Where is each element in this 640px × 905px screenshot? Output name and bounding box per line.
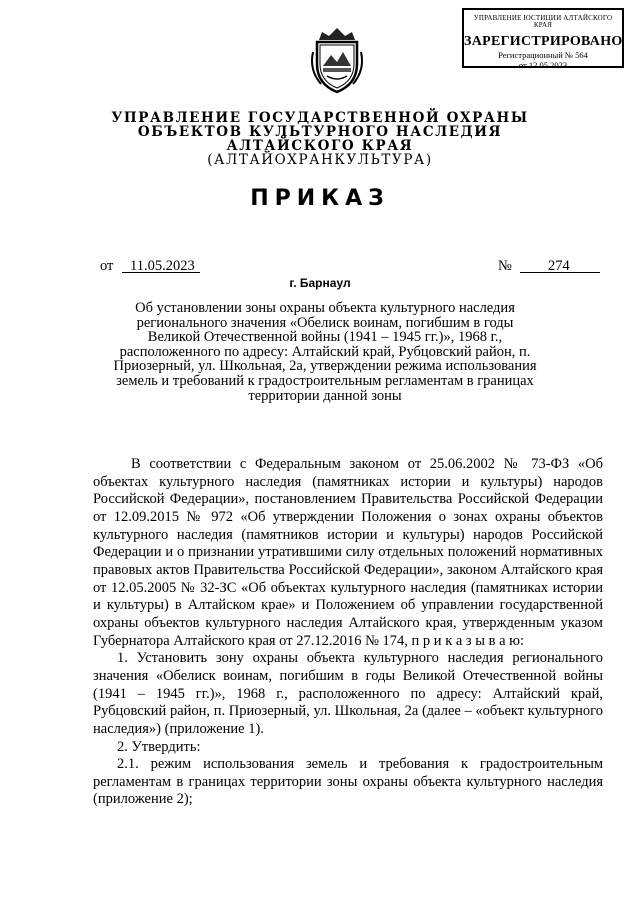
org-name-line-3: АЛТАЙСКОГО КРАЯ — [226, 138, 414, 154]
registration-stamp — [462, 8, 624, 68]
city: г. Барнаул — [289, 276, 351, 290]
stamp-reg-date: от 12.05.2023 — [518, 60, 568, 70]
date-underline — [122, 272, 200, 273]
altai-coat-of-arms-icon — [309, 22, 365, 94]
org-name-line-2: ОБЪЕКТОВ КУЛЬТУРНОГО НАСЛЕДИЯ — [137, 124, 503, 140]
order-subject: Об установлении зоны охраны объекта культурного наследия регионального значения «Обелиск воинам, погибшим в годы Великой Отечественной войны (1941 – 1945 гг.)», 1968 г., расположенного по адресу: Алтайский край, Рубцовский район, п. Приозерный, ул. Школьная, 2а, утверждении режима использования земель и требований к градостроительным регламентам в границах территории данной зоны — [113, 300, 537, 404]
order-word: п р и к а з ы в а ю: — [411, 632, 525, 649]
document-title: ПРИКАЗ — [250, 186, 390, 211]
item-2: 2. Утвердить: — [117, 738, 201, 755]
org-name-line-1: УПРАВЛЕНИЕ ГОСУДАРСТВЕННОЙ ОХРАНЫ — [111, 110, 529, 126]
item-2-1: 2.1. режим использования земель и требования к градостроительным регламентам в границах территории зоны охраны объекта культурного наследия (приложение 2); — [93, 756, 603, 808]
preamble-paragraph — [93, 456, 603, 650]
stamp-status: ЗАРЕГИСТРИРОВАНО — [464, 34, 623, 49]
order-number: 274 — [548, 258, 570, 274]
date-prefix: от — [100, 258, 114, 274]
item-1: 1. Установить зону охраны объекта культурного наследия регионального значения «Обелиск воинам, погибшим в годы Великой Отечественной войны (1941 – 1945 гг.)», 1968 г., расположенного по адресу: Алтайский край, Рубцовский район, п. Приозерный, ул. Школьная, 2а (далее – «объект культурного наследия») (приложение 1). — [93, 650, 603, 737]
order-body — [93, 456, 603, 809]
stamp-authority: УПРАВЛЕНИЕ ЮСТИЦИИ АЛТАЙСКОГО КРАЯ — [473, 14, 613, 29]
order-date: 11.05.2023 — [130, 258, 195, 274]
stamp-reg-number: Регистрационный № 564 — [498, 50, 588, 60]
number-prefix: № — [498, 258, 512, 274]
preamble-text: В соответствии с Федеральным законом от 25.06.2002 № 73-ФЗ «Об объектах культурного наследия (памятниках истории и культуры) народов Российской Федерации», постановлением Правительства Российской Федерации от 12.09.2015 № 972 «Об утверждении Положения о зонах охраны объектов культурного наследия (памятников истории и культуры) народов Российской Федерации и о признании утратившими силу отдельных положений нормативных правовых актов Правительства Российской Федерации», законом Алтайского края от 12.05.2005 № 32-ЗС «Об объектах культурного наследия (памятниках истории и культуры) в Алтайском крае» и Положением об управлении государственной охраны объектов культурного наследия Алтайского края, утвержденным указом Губернатора Алтайского края от 27.12.2016 № 174, — [93, 456, 603, 649]
number-underline — [520, 272, 600, 273]
org-abbreviation: (АЛТАЙОХРАНКУЛЬТУРА) — [207, 152, 433, 168]
